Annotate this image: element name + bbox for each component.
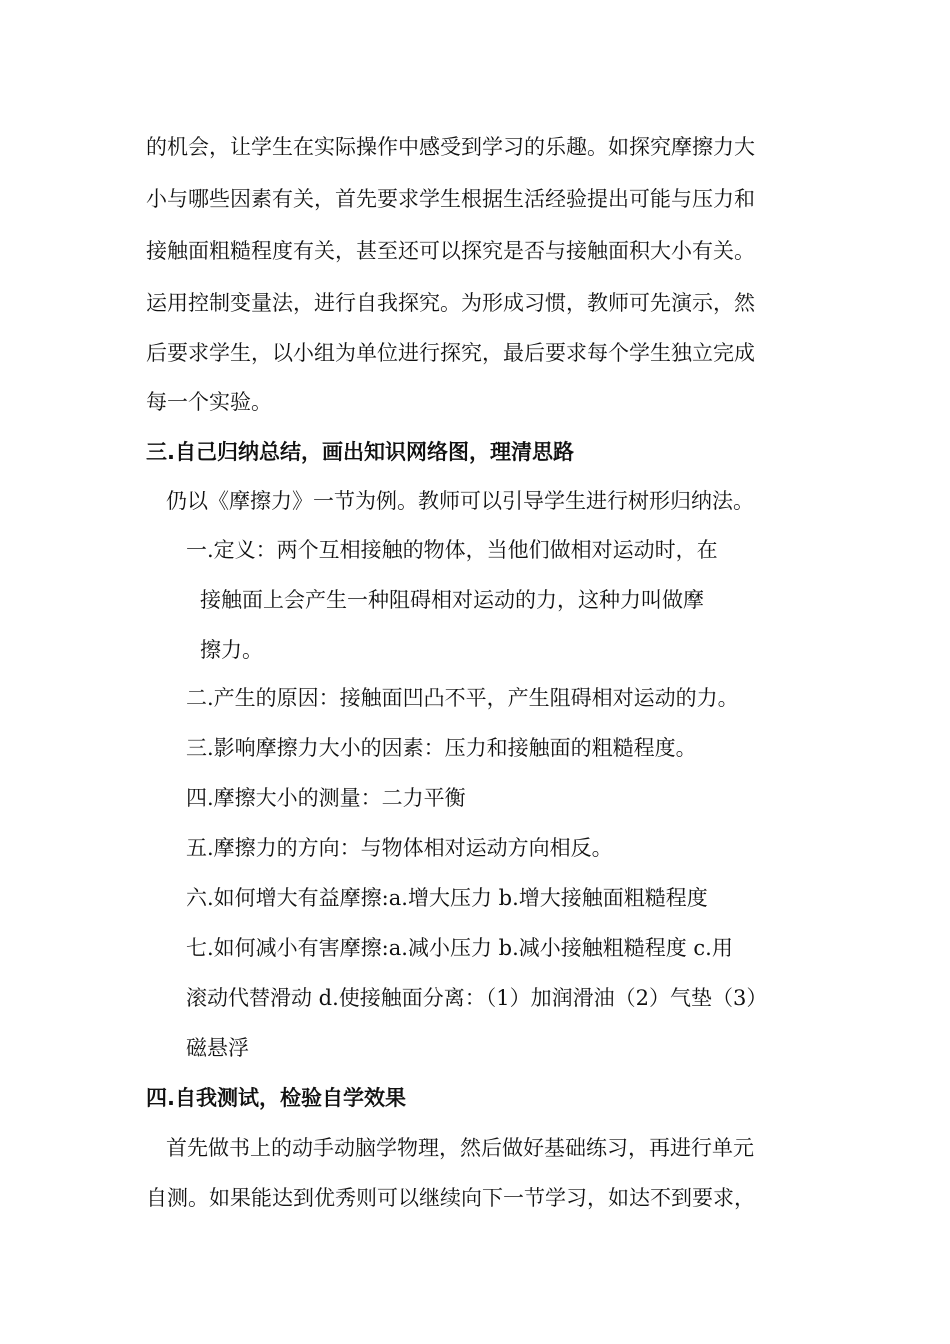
paragraph-line: 首先做书上的动手动脑学物理，然后做好基础练习，再进行单元 [166,1136,754,1160]
paragraph-line: 后要求学生，以小组为单位进行探究，最后要求每个学生独立完成 [146,341,755,365]
list-item: 磁悬浮 [186,1036,249,1060]
list-item: 三.影响摩擦力大小的因素：压力和接触面的粗糙程度。 [186,736,697,760]
paragraph-line: 的机会，让学生在实际操作中感受到学习的乐趣。如探究摩擦力大 [146,135,755,159]
list-item: 六.如何增大有益摩擦:a.增大压力 b.增大接触面粗糙程度 [186,886,708,910]
list-item: 七.如何减小有害摩擦:a.减小压力 b.减小接触粗糙程度 c.用 [186,936,733,960]
section-heading: 四.自我测试，检验自学效果 [146,1086,406,1110]
list-item: 擦力。 [200,638,263,662]
list-item: 接触面上会产生一种阻碍相对运动的力，这种力叫做摩 [200,588,704,612]
paragraph-line: 运用控制变量法，进行自我探究。为形成习惯，教师可先演示，然 [146,291,755,315]
list-item: 二.产生的原因：接触面凹凸不平，产生阻碍相对运动的力。 [186,686,739,710]
list-item: 五.摩擦力的方向：与物体相对运动方向相反。 [186,836,613,860]
list-item: 一.定义：两个互相接触的物体，当他们做相对运动时，在 [186,538,718,562]
paragraph-line: 小与哪些因素有关，首先要求学生根据生活经验提出可能与压力和 [146,187,755,211]
section-heading: 三.自己归纳总结，画出知识网络图，理清思路 [146,440,574,464]
list-item: 滚动代替滑动 d.使接触面分离：（1）加润滑油（2）气垫（3） [186,986,768,1010]
paragraph-line: 每一个实验。 [146,390,272,414]
list-item: 四.摩擦大小的测量：二力平衡 [186,786,466,810]
section-intro: 仍以《摩擦力》一节为例。教师可以引导学生进行树形归纳法。 [166,489,754,513]
paragraph-line: 接触面粗糙程度有关，甚至还可以探究是否与接触面积大小有关。 [146,239,755,263]
paragraph-line: 自测。如果能达到优秀则可以继续向下一节学习，如达不到要求， [146,1186,755,1210]
